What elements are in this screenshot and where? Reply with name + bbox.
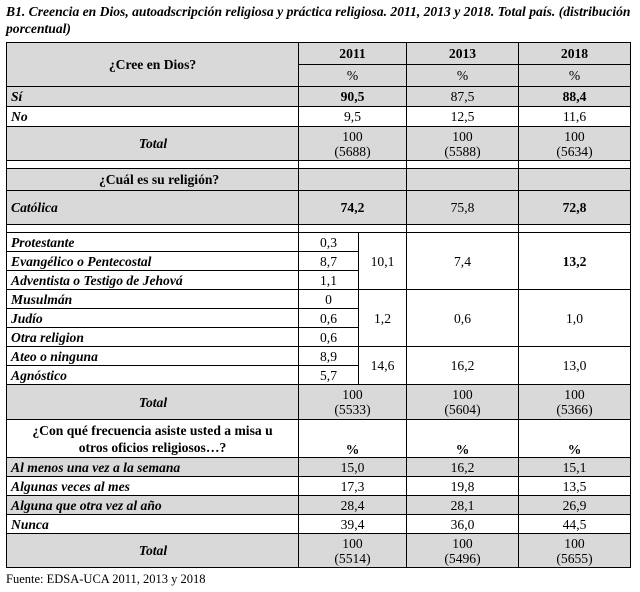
row-label: Sí [7, 87, 299, 107]
sample-size: (5496) [444, 550, 481, 566]
total-row [7, 385, 631, 420]
table-row [7, 233, 631, 252]
cell-value: 5,7 [299, 366, 359, 385]
year-2013-header: 2013 [407, 43, 519, 65]
cell-value: 11,6 [519, 107, 631, 127]
cell-value: 19,8 [407, 477, 519, 496]
group-value: 14,6 [359, 347, 407, 385]
row-label: Adventista o Testigo de Jehová [7, 271, 299, 290]
question-religion: ¿Cuál es su religión? [7, 169, 299, 191]
total-row [7, 127, 631, 161]
total-cell [407, 534, 519, 568]
sample-size: (5366) [556, 402, 593, 417]
row-label: Al menos una vez a la semana [7, 458, 299, 477]
total-cell [299, 534, 407, 568]
total-value: 100 [564, 535, 585, 551]
question-line: ¿Con qué frecuencia asiste usted a misa u [32, 422, 273, 438]
unit-percent: % [407, 65, 519, 87]
total-cell [407, 385, 519, 420]
total-value: 100 [564, 128, 585, 144]
table-row [7, 290, 631, 309]
row-label: Alguna que otra vez al año [7, 496, 299, 515]
cell-value: 13,5 [519, 477, 631, 496]
source-note: Fuente: EDSA-UCA 2011, 2013 y 2018 [6, 572, 206, 586]
cell-value: 15,0 [299, 458, 407, 477]
row-label: Musulmán [7, 290, 299, 309]
cell-value: 15,1 [519, 458, 631, 477]
table-title: B1. Creencia en Dios, autoadscripción religiosa y práctica religiosa. 2011, 2013 y 2018. Total país. (distribución porcentual) [6, 4, 631, 36]
cell-value: 12,5 [407, 107, 519, 127]
group-value: 13,0 [519, 347, 631, 385]
group-value: 1,2 [359, 290, 407, 347]
cell-value: 8,7 [299, 252, 359, 271]
table-row [7, 515, 631, 534]
cell-value: 36,0 [407, 515, 519, 534]
question-cree-en-dios: ¿Cree en Dios? [7, 43, 299, 87]
cell-value: 28,4 [299, 496, 407, 515]
total-cell [519, 127, 631, 161]
total-label: Total [7, 534, 299, 568]
cell-value: 0,3 [299, 233, 359, 252]
total-value: 100 [452, 535, 473, 551]
total-value: 100 [342, 128, 363, 144]
cell-value: 0,6 [299, 328, 359, 347]
total-label: Total [7, 385, 299, 420]
group-value: 7,4 [407, 233, 519, 290]
row-label: Nunca [7, 515, 299, 534]
total-cell [299, 385, 407, 420]
cell-value: 17,3 [299, 477, 407, 496]
cell-value: 75,8 [407, 191, 519, 225]
total-value: 100 [342, 535, 363, 551]
row-label: Ateo o ninguna [7, 347, 299, 366]
row-label: Judío [7, 309, 299, 328]
total-cell [519, 534, 631, 568]
table-row [7, 87, 631, 107]
cell-value: 74,2 [299, 191, 407, 225]
spacer-row [7, 161, 631, 169]
question-line: otros oficios religiosos…? [78, 439, 227, 455]
section-header-row [7, 169, 631, 191]
unit-percent: % [407, 420, 519, 458]
group-value: 1,0 [519, 290, 631, 347]
cell-value: 72,8 [519, 191, 631, 225]
sample-size: (5533) [334, 402, 371, 417]
sample-size: (5634) [556, 143, 593, 159]
group-value: 10,1 [359, 233, 407, 290]
year-2011-header: 2011 [299, 43, 407, 65]
total-value: 100 [452, 128, 473, 144]
cell-value: 1,1 [299, 271, 359, 290]
table-row [7, 347, 631, 366]
total-label: Total [7, 127, 299, 161]
total-cell [299, 127, 407, 161]
unit-percent: % [519, 420, 631, 458]
cell-value: 8,9 [299, 347, 359, 366]
total-value: 100 [452, 387, 473, 402]
header-row [7, 43, 631, 65]
row-label: No [7, 107, 299, 127]
total-value: 100 [342, 387, 363, 402]
cell-value: 26,9 [519, 496, 631, 515]
row-label: Agnóstico [7, 366, 299, 385]
section-header-row [7, 420, 631, 458]
cell-value: 87,5 [407, 87, 519, 107]
unit-percent: % [519, 65, 631, 87]
group-value: 0,6 [407, 290, 519, 347]
religion-table [6, 42, 631, 568]
sample-size: (5688) [334, 143, 371, 159]
row-label: Algunas veces al mes [7, 477, 299, 496]
sample-size: (5604) [444, 402, 481, 417]
cell-value: 88,4 [519, 87, 631, 107]
sample-size: (5588) [444, 143, 481, 159]
row-label: Protestante [7, 233, 299, 252]
spacer-row [7, 225, 631, 233]
cell-value: 0,6 [299, 309, 359, 328]
unit-percent: % [299, 420, 407, 458]
row-label: Otra religion [7, 328, 299, 347]
sample-size: (5655) [556, 550, 593, 566]
cell-value: 44,5 [519, 515, 631, 534]
total-cell [407, 127, 519, 161]
group-value: 13,2 [519, 233, 631, 290]
row-label: Católica [7, 191, 299, 225]
year-2018-header: 2018 [519, 43, 631, 65]
group-value: 16,2 [407, 347, 519, 385]
sample-size: (5514) [334, 550, 371, 566]
cell-value: 28,1 [407, 496, 519, 515]
unit-percent: % [299, 65, 407, 87]
table-row [7, 191, 631, 225]
cell-value: 0 [299, 290, 359, 309]
table-row [7, 458, 631, 477]
table-row [7, 107, 631, 127]
question-frecuencia [7, 420, 299, 458]
table-row [7, 477, 631, 496]
row-label: Evangélico o Pentecostal [7, 252, 299, 271]
table-row [7, 496, 631, 515]
cell-value: 16,2 [407, 458, 519, 477]
cell-value: 90,5 [299, 87, 407, 107]
total-row [7, 534, 631, 568]
cell-value: 9,5 [299, 107, 407, 127]
total-cell [519, 385, 631, 420]
total-value: 100 [564, 387, 585, 402]
cell-value: 39,4 [299, 515, 407, 534]
